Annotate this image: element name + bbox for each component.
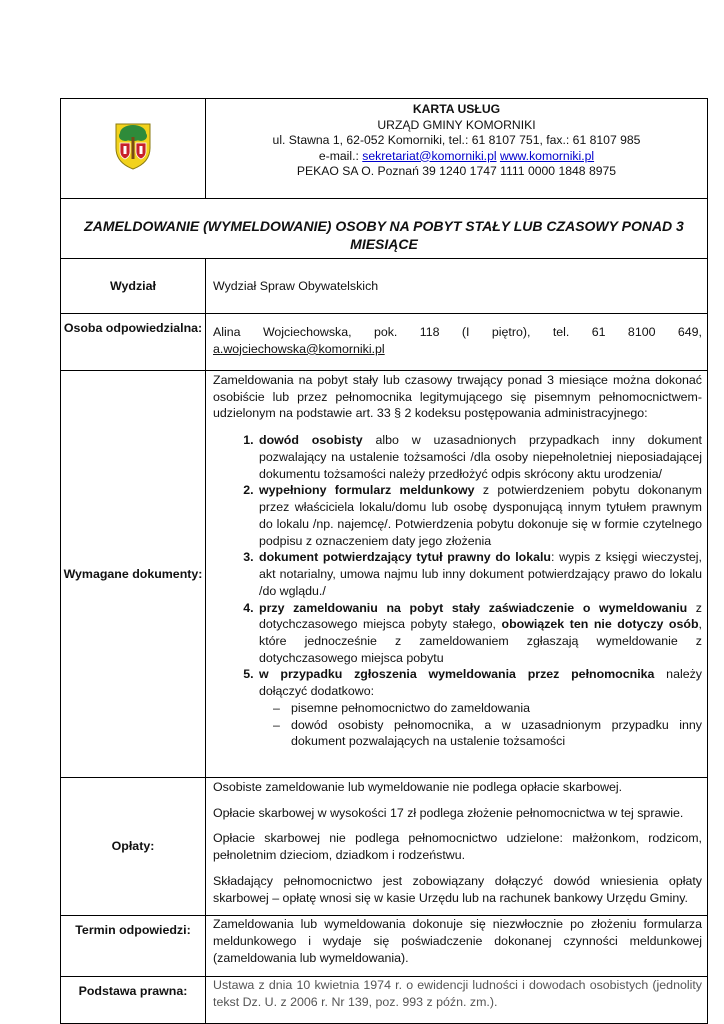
- department-label: Wydział: [61, 259, 206, 314]
- fees-paragraph: Opłacie skarbowej w wysokości 17 zł podlega złożenie pełnomocnictwa w tej sprawie.: [213, 805, 684, 820]
- list-item: [257, 432, 702, 482]
- response-time-label: Termin odpowiedzi:: [61, 916, 206, 977]
- legal-basis-label: Podstawa prawna:: [61, 977, 206, 1024]
- service-card-table: [60, 98, 708, 1024]
- list-item-text: należy dołączyć dodatkowo:: [259, 667, 703, 699]
- list-item-bold: obowiązek ten nie dotyczy osób: [501, 617, 699, 632]
- required-documents-row: [61, 371, 708, 778]
- responsible-person-text: Alina Wojciechowska, pok. 118 (I piętro), tel. 61 8100 649,: [213, 325, 702, 339]
- website-link[interactable]: www.komorniki.pl: [499, 148, 595, 163]
- required-documents-intro: Zameldowania na pobyt stały lub czasowy trwający ponad 3 miesiące można dokonać osobiście lub przez pełnomocnika legitymującego się pisemnym pełnomocnictwem- udzielonym na podstawie art. 33 § 2 kodeksu postępowania administracyjnego:: [213, 373, 702, 421]
- list-item-text: z dotychczasowego miejsca pobyty stałego,: [259, 600, 702, 632]
- list-item-text: , które jednocześnie z zameldowaniem zgłaszają wymeldowanie z dotychczasowego miejsca pobytu: [259, 617, 702, 665]
- sub-list-item: – pisemne pełnomocnictwo do zameldowania: [273, 700, 702, 717]
- required-documents-label: Wymagane dokumenty:: [61, 371, 206, 778]
- sub-list: [259, 700, 702, 750]
- fees-paragraph: Osobiste zameldowanie lub wymeldowanie nie podlega opłacie skarbowej.: [213, 780, 623, 794]
- response-time-row: [61, 916, 708, 977]
- list-item: [257, 549, 702, 599]
- required-documents-value: [206, 371, 708, 778]
- service-title: ZAMELDOWANIE (WYMELDOWANIE) OSOBY NA POBYT STAŁY LUB CZASOWY PONAD 3 MIESIĄCE: [61, 199, 708, 259]
- service-title-row: [61, 199, 708, 259]
- fees-value: [206, 778, 708, 916]
- fees-paragraph: Opłacie skarbowej nie podlega pełnomocnictwo udzielone: małżonkom, rodzicom, pełnoletnim dzieciom, dziadkom i rodzeństwu.: [213, 831, 702, 863]
- department-row: [61, 259, 708, 314]
- header-text: [206, 99, 708, 199]
- logo-cell: [61, 99, 206, 199]
- fees-row: [61, 778, 708, 916]
- komorniki-coat-of-arms-icon: [113, 121, 153, 171]
- contact-line: [206, 149, 707, 165]
- header-row: [61, 99, 708, 199]
- list-item-bold: w przypadku zgłoszenia wymeldowania przez pełnomocnika: [259, 667, 655, 682]
- list-item-bold: przy zameldowaniu na pobyt stały zaświadczenie o wymeldowaniu: [259, 600, 688, 615]
- list-item-text: z potwierdzeniem pobytu dokonanym przez właściciela lokalu/domu lub osobę dysponującą innym tytułem prawnym do lokalu /np. najemcę/. Potwierdzenia pobytu dokonuje się w formie czytelnego podpisu z oznaczeniem daty jego złożenia: [259, 483, 702, 548]
- list-item: [257, 666, 702, 750]
- list-item-bold: wypełniony formularz meldunkowy: [259, 483, 475, 498]
- list-item-text: albo w uzasadnionych przypadkach inny dokument pozwalający na ustalenie tożsamości /dla osoby niepełnoletniej nieposiadającej dokumentu tożsamości należy przedłożyć odpis skrócony aktu urodzenia/: [259, 433, 703, 481]
- responsible-person-value: [206, 314, 708, 371]
- fees-paragraph: Składający pełnomocnictwo jest zobowiązany dołączyć dowód wniesienia opłaty skarbowej – opłatę wnosi się w kasie Urzędu lub na rachunek bankowy Urzędu Gminy.: [213, 873, 702, 905]
- legal-basis-row: [61, 977, 708, 1024]
- legal-basis-value: Ustawa z dnia 10 kwietnia 1974 r. o ewidencji ludności i dowodach osobistych (jednolity tekst Dz. U. z 2006 r. Nr 139, poz. 993 z późn. zm.).: [206, 977, 708, 1024]
- list-item-bold: dowód osobisty: [259, 433, 363, 448]
- response-time-value: Zameldowania lub wymeldowania dokonuje się niezwłocznie po złożeniu formularza meldunkowego i wydaje się poświadczenie dokonanej czynności meldunkowej (zameldowania lub wymeldowania).: [206, 916, 708, 977]
- office-address: ul. Stawna 1, 62-052 Komorniki, tel.: 61 8107 751, fax.: 61 8107 985: [272, 133, 641, 147]
- email-link[interactable]: sekretariat@komorniki.pl: [362, 148, 497, 163]
- responsible-person-email-link[interactable]: a.wojciechowska@komorniki.pl: [213, 341, 385, 356]
- list-item-text: : wypis z księgi wieczystej, akt notarialny, umowa najmu lub inny dokument potwierdzający prawo do lokalu /do wglądu./: [259, 550, 702, 598]
- card-title: KARTA USŁUG: [412, 102, 501, 116]
- fees-label: Opłaty:: [61, 778, 206, 916]
- responsible-person-row: [61, 314, 708, 371]
- list-item: [257, 600, 702, 667]
- email-label: e-mail.:: [318, 148, 359, 163]
- department-value: Wydział Spraw Obywatelskich: [206, 259, 708, 314]
- required-documents-list: [213, 432, 702, 750]
- sub-list-item: – dowód osobisty pełnomocnika, a w uzasadnionym przypadku inny dokument pozwalających na ustalenie tożsamości: [273, 717, 702, 750]
- service-card: [60, 98, 707, 1024]
- office-name: URZĄD GMINY KOMORNIKI: [377, 117, 536, 132]
- list-item: [257, 482, 702, 549]
- responsible-person-label: Osoba odpowiedzialna:: [61, 314, 206, 371]
- list-item-bold: dokument potwierdzający tytuł prawny do lokalu: [259, 550, 551, 565]
- bank-account: PEKAO SA O. Poznań 39 1240 1747 1111 0000 1848 8975: [296, 164, 617, 178]
